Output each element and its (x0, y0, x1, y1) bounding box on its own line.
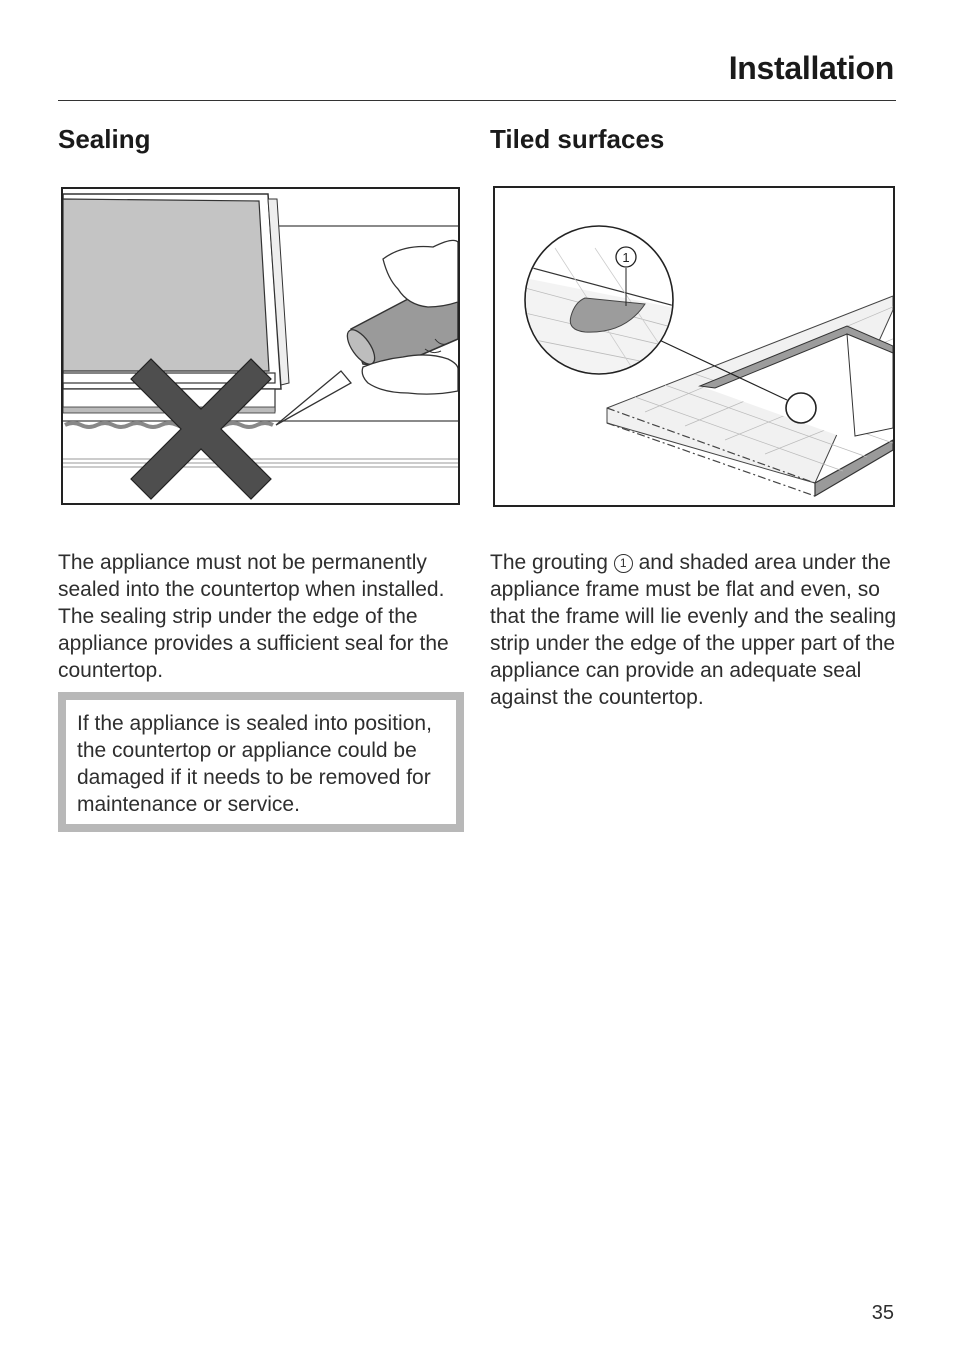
grouting-marker: 1 (614, 554, 633, 573)
tiled-body-start: The grouting (490, 551, 608, 574)
sealing-drawing (63, 189, 458, 503)
sealing-note-text: If the appliance is sealed into position, the countertop or appliance could be damaged if it needs to be removed for maintenance or service. (77, 712, 432, 816)
page-number: 35 (871, 1302, 894, 1324)
sealing-body-text: The appliance must not be permanently sealed into the countertop when installed. The sealing strip under the edge of the appliance provides a sufficient seal for the countertop. (58, 551, 449, 682)
sealing-illustration (61, 187, 460, 505)
header-rule (58, 100, 896, 101)
callout-marker-1: 1 (622, 250, 630, 265)
sealing-note-box (58, 692, 464, 832)
tiled-heading: Tiled surfaces (490, 124, 665, 154)
tiled-drawing (495, 188, 893, 505)
page-title: Installation (728, 50, 894, 86)
tiled-body-end: and shaded area under the appliance frame must be flat and even, so that the frame will lie evenly and the sealing strip under the edge of the upper part of the appliance can provide an adequate seal against the countertop. (490, 551, 897, 709)
tiled-body-text (490, 549, 900, 711)
tiled-illustration (493, 186, 895, 507)
sealing-heading: Sealing (58, 124, 151, 154)
